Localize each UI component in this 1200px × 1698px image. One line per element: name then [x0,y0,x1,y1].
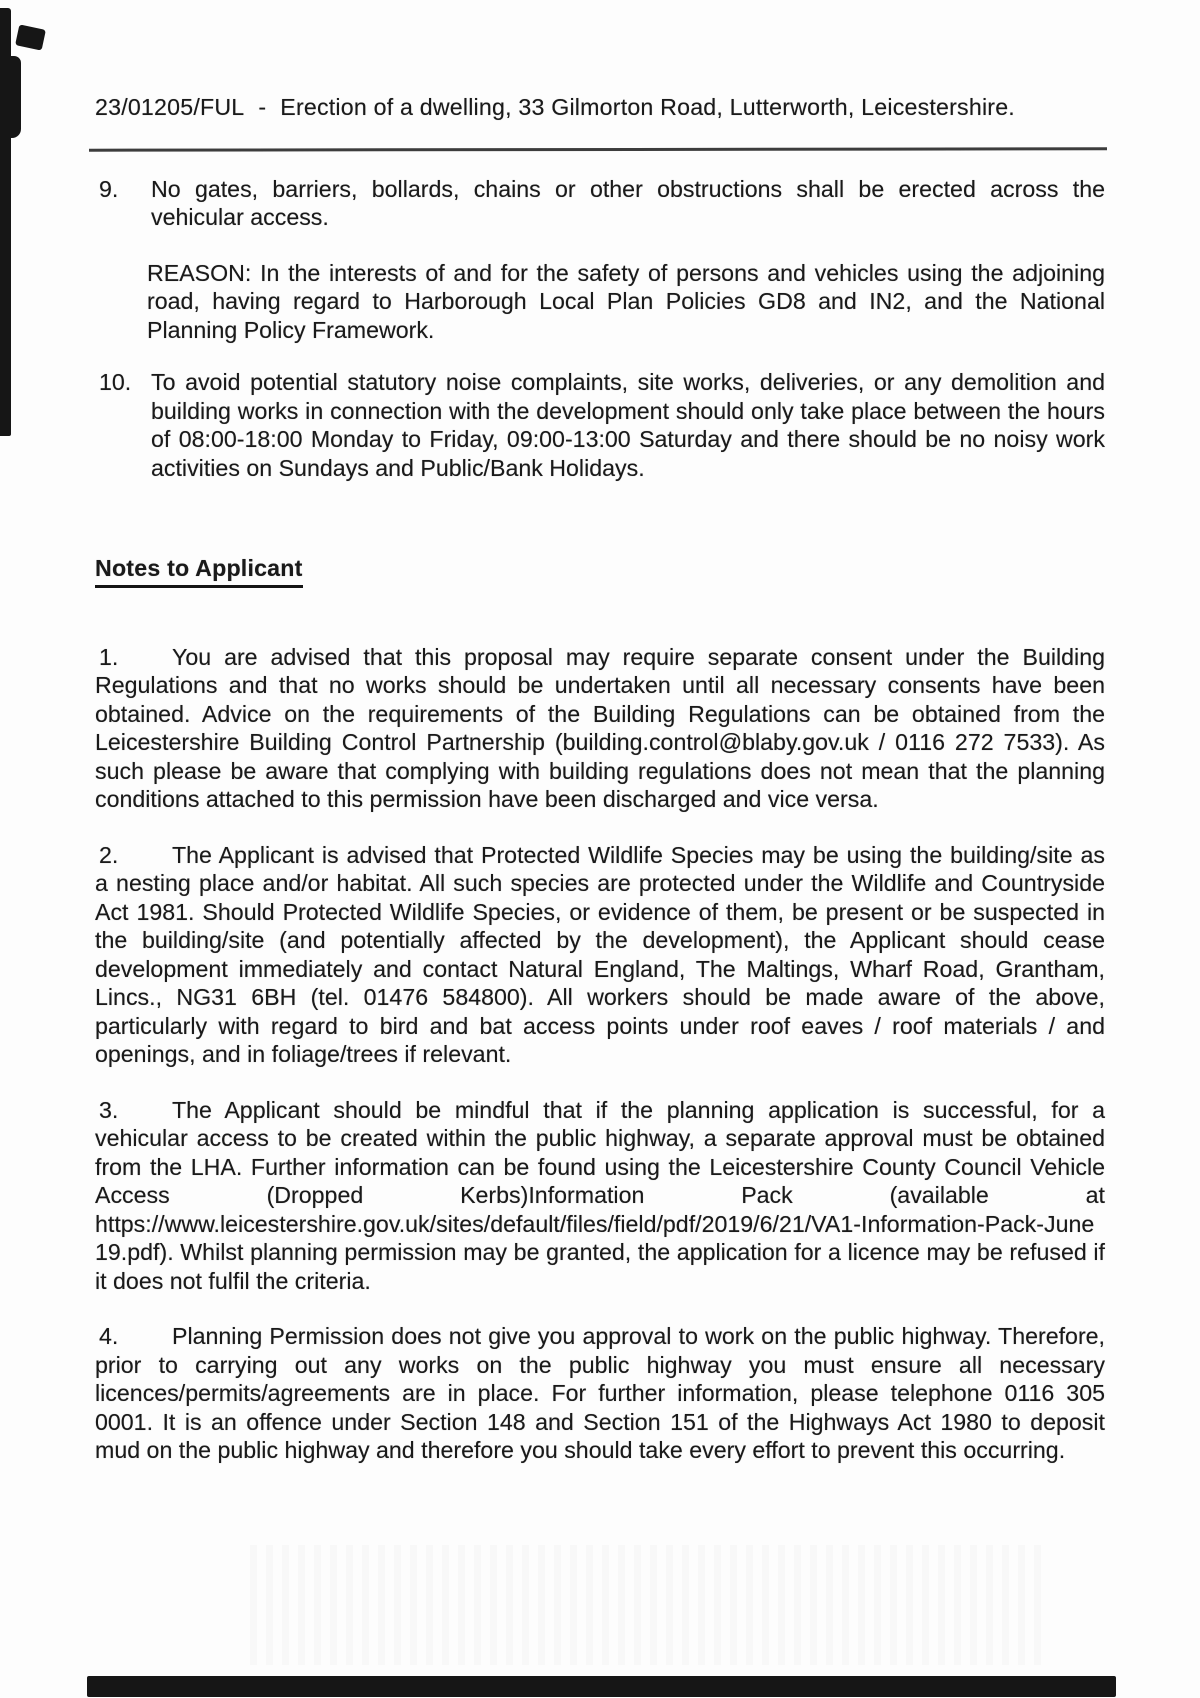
notes-heading [95,554,1105,588]
scan-artifact-bottom-bar [87,1676,1116,1697]
note-item-1 [95,643,1105,814]
note-text: You are advised that this proposal may require separate consent under the Building Regulations and that no works should be undertaken until all necessary consents have been obtained. Advice on the requirements of the Building Regulations can be obtained from the Leicestershire Building Control Partnership (building.control@blaby.gov.uk / 0116 272 7533). As such please be aware that complying with building regulations does not mean that the planning conditions attached to this permission have been discharged and vice versa. [95,643,1105,812]
notes-heading-label: Notes to Applicant [95,554,303,588]
note-item-2 [95,841,1105,1069]
condition-item-10 [95,368,1105,482]
scan-noise-texture [250,1545,1050,1665]
condition-text: To avoid potential statutory noise complaints, site works, deliveries, or any demolition and building works in connection with the development should only take place between the hours of 08:00-18:00 Monday to Friday, 09:00-13:00 Saturday and there should be no noisy work activities on Sundays and Public/Bank Holidays. [151,369,1105,481]
note-text: The Applicant should be mindful that if the planning application is successful, for a vehicular access to be created within the public highway, a separate approval must be obtained from the LHA. Further information can be found using the Leicestershire County Council Vehicle Access (Dropped Kerbs)Information Pack (available at https://www.leicestershire.gov.uk/sites/default/files/field/pdf/2019/6/21/VA1-Information-Pack-June 19.pdf). Whilst planning permission may be granted, the application for a licence may be refused if it does not fulfil the criteria. [95,1096,1105,1294]
note-number: 1. [99,643,119,670]
header-separator: - [258,94,267,120]
note-item-3 [95,1096,1105,1296]
note-item-4 [95,1322,1105,1465]
condition-text: No gates, barriers, bollards, chains or other obstructions shall be erected across the vehicular access. [151,175,1105,230]
note-number: 4. [99,1323,119,1349]
condition-item-9 [95,175,1105,232]
proposal-description: Erection of a dwelling, 33 Gilmorton Road, Lutterworth, Leicestershire. [280,94,1015,120]
note-text: The Applicant is advised that Protected Wildlife Species may be using the building/site as a nesting place and/or habitat. All such species are protected under the Wildlife and Countryside Act 1981. Should Protected Wildlife Species, or evidence of them, be present or be suspected in the building/site (and potentially affected by the development), the Applicant should cease development immediately and contact Natural England, The Maltings, Wharf Road, Grantham, Lincs., NG31 6BH (tel. 01476 584800). All workers should be made aware of the above, particularly with regard to bird and bat access points under roof eaves / roof materials / and openings, and in foliage/trees if relevant. [95,841,1105,1067]
condition-number: 9. [99,175,119,202]
note-number: 2. [99,841,119,868]
note-number: 3. [99,1096,119,1123]
condition-number: 10. [99,369,132,395]
page-header [95,93,1105,122]
scan-artifact-left-blob [0,56,21,138]
header-rule [89,147,1107,151]
note-text: Planning Permission does not give you approval to work on the public highway. Therefore, prior to carrying out any works on the public highway you must ensure all necessary licences/permits/agreements are in place. For further information, please telephone 0116 305 0001. It is an offence under Section 148 and Section 151 of the Highways Act 1980 to deposit mud on the public highway and therefore you should take every effort to prevent this occurring. [95,1323,1105,1463]
condition-reason: REASON: In the interests of and for the safety of persons and vehicles using the adjoining road, having regard to Harborough Local Plan Policies GD8 and IN2, and the National Planning Policy Framework. [147,259,1105,343]
application-reference: 23/01205/FUL [95,94,245,120]
